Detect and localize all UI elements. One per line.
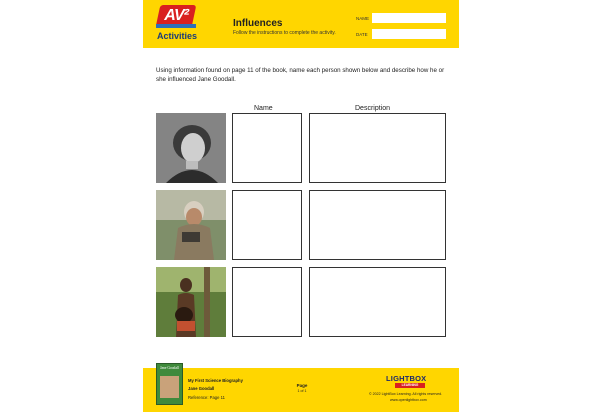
book-title: Jane Goodall: [188, 386, 215, 391]
page-number: 1 of 1: [297, 389, 307, 393]
book-cover-title: Jane Goodall: [160, 366, 179, 370]
person-photo-1: [156, 113, 226, 183]
person-photo-3: [156, 267, 226, 337]
logo-stripe: [156, 24, 196, 28]
header-band: [143, 0, 459, 48]
description-field-1[interactable]: [309, 113, 446, 183]
name-label: NAME: [356, 16, 370, 21]
lightbox-tag: LEARNING: [395, 383, 425, 388]
book-cover-photo: [160, 376, 179, 398]
worksheet-page: [143, 0, 459, 412]
name-field-1[interactable]: [232, 113, 302, 183]
logo-badge: AV²: [156, 5, 197, 27]
column-header-description: Description: [355, 105, 391, 112]
av2-logo: [150, 5, 204, 45]
logo-label: Activities: [156, 31, 198, 41]
page-title: Influences: [233, 18, 283, 29]
page-reference: Reference: Page 11: [188, 395, 225, 400]
description-field-3[interactable]: [309, 267, 446, 337]
lightbox-logo: LIGHTBOX: [386, 374, 427, 383]
date-label: DATE: [356, 32, 368, 37]
copyright-text: © 2022 LightBox Learning. All rights reserved.: [369, 392, 443, 396]
publisher-url: www.openlightbox.com: [390, 398, 427, 402]
person-photo-2: [156, 190, 226, 260]
instructions-text: Follow the instructions to complete the activity.: [233, 30, 336, 36]
column-header-name: Name: [254, 105, 273, 112]
description-field-2[interactable]: [309, 190, 446, 260]
date-field[interactable]: [372, 29, 446, 39]
student-name-field[interactable]: [372, 13, 446, 23]
series-title: My First Science Biography: [188, 378, 243, 383]
page-label: Page: [296, 383, 308, 388]
book-cover: [156, 363, 183, 405]
activity-prompt: Using information found on page 11 of the book, name each person shown below and describe how he or she influenced Jane Goodall.: [156, 67, 445, 83]
name-field-3[interactable]: [232, 267, 302, 337]
name-field-2[interactable]: [232, 190, 302, 260]
